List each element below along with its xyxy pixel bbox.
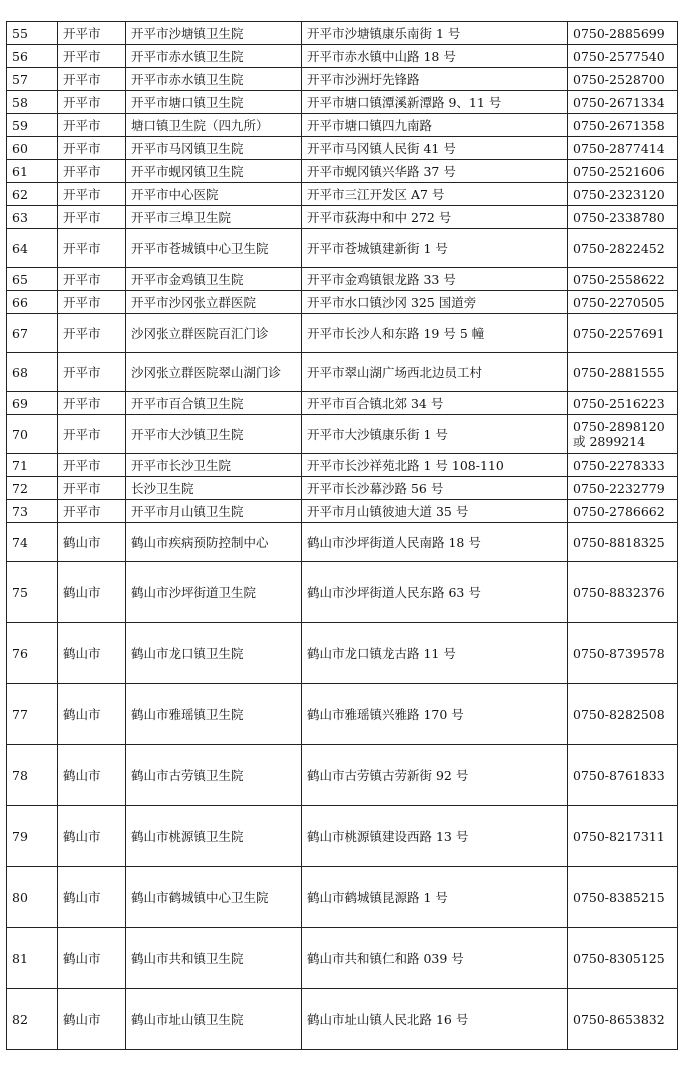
row-number: 82 [7,989,58,1050]
row-city: 鹤山市 [58,623,126,684]
table-row [7,477,678,500]
row-institution: 开平市百合镇卫生院 [126,392,302,415]
table-row [7,314,678,353]
row-institution: 沙冈张立群医院百汇门诊 [126,314,302,353]
row-city: 开平市 [58,91,126,114]
row-address: 开平市金鸡镇银龙路 33 号 [302,268,568,291]
row-number: 59 [7,114,58,137]
row-city: 开平市 [58,45,126,68]
row-city: 开平市 [58,314,126,353]
row-city: 开平市 [58,268,126,291]
row-number: 77 [7,684,58,745]
row-address: 鹤山市沙坪街道人民东路 63 号 [302,562,568,623]
table-row [7,45,678,68]
table-row [7,989,678,1050]
table-row [7,114,678,137]
row-phone: 0750-2257691 [568,314,678,353]
table-row [7,160,678,183]
row-phone: 0750-2671358 [568,114,678,137]
row-address: 开平市长沙人和东路 19 号 5 幢 [302,314,568,353]
table-row [7,415,678,454]
row-institution: 塘口镇卫生院（四九所） [126,114,302,137]
table-row [7,562,678,623]
table-row [7,206,678,229]
row-institution: 开平市月山镇卫生院 [126,500,302,523]
row-address: 鹤山市雅瑶镇兴雅路 170 号 [302,684,568,745]
row-number: 74 [7,523,58,562]
table-row [7,454,678,477]
row-institution: 鹤山市共和镇卫生院 [126,928,302,989]
row-institution: 开平市金鸡镇卫生院 [126,268,302,291]
row-number: 66 [7,291,58,314]
row-city: 开平市 [58,160,126,183]
row-institution: 开平市苍城镇中心卫生院 [126,229,302,268]
row-city: 开平市 [58,68,126,91]
table-row [7,684,678,745]
row-phone: 0750-2521606 [568,160,678,183]
row-number: 62 [7,183,58,206]
table-row [7,928,678,989]
row-city: 鹤山市 [58,523,126,562]
row-city: 鹤山市 [58,928,126,989]
row-address: 鹤山市古劳镇古劳新街 92 号 [302,745,568,806]
row-number: 79 [7,806,58,867]
row-number: 57 [7,68,58,91]
table-row [7,229,678,268]
row-institution: 开平市赤水镇卫生院 [126,68,302,91]
row-address: 开平市大沙镇康乐街 1 号 [302,415,568,454]
row-phone: 0750-2528700 [568,68,678,91]
row-phone: 0750-2885699 [568,22,678,45]
row-phone: 0750-2516223 [568,392,678,415]
row-number: 56 [7,45,58,68]
row-address: 开平市月山镇彼迪大道 35 号 [302,500,568,523]
row-number: 65 [7,268,58,291]
row-number: 81 [7,928,58,989]
row-city: 鹤山市 [58,745,126,806]
row-institution: 鹤山市龙口镇卫生院 [126,623,302,684]
row-institution: 沙冈张立群医院翠山湖门诊 [126,353,302,392]
row-city: 鹤山市 [58,684,126,745]
row-institution: 开平市长沙卫生院 [126,454,302,477]
row-city: 开平市 [58,206,126,229]
row-number: 58 [7,91,58,114]
row-number: 60 [7,137,58,160]
row-institution: 开平市沙冈张立群医院 [126,291,302,314]
row-number: 55 [7,22,58,45]
row-address: 鹤山市址山镇人民北路 16 号 [302,989,568,1050]
row-number: 70 [7,415,58,454]
row-phone: 0750-2232779 [568,477,678,500]
row-number: 63 [7,206,58,229]
row-number: 68 [7,353,58,392]
row-phone: 0750-8305125 [568,928,678,989]
row-institution: 鹤山市雅瑶镇卫生院 [126,684,302,745]
row-phone: 0750-8761833 [568,745,678,806]
row-number: 67 [7,314,58,353]
row-phone: 0750-8832376 [568,562,678,623]
row-address: 开平市三江开发区 A7 号 [302,183,568,206]
row-address: 开平市沙洲圩先锋路 [302,68,568,91]
row-city: 开平市 [58,291,126,314]
row-institution: 开平市马冈镇卫生院 [126,137,302,160]
row-institution: 开平市大沙镇卫生院 [126,415,302,454]
row-address: 开平市长沙幕沙路 56 号 [302,477,568,500]
table-row [7,353,678,392]
row-city: 开平市 [58,392,126,415]
row-address: 开平市蚬冈镇兴华路 37 号 [302,160,568,183]
row-phone: 0750-8217311 [568,806,678,867]
row-phone: 0750-8739578 [568,623,678,684]
row-institution: 鹤山市址山镇卫生院 [126,989,302,1050]
row-address: 鹤山市沙坪街道人民南路 18 号 [302,523,568,562]
row-number: 78 [7,745,58,806]
row-address: 开平市荻海中和中 272 号 [302,206,568,229]
row-city: 鹤山市 [58,867,126,928]
clinic-table-body [7,22,678,1050]
row-phone: 0750-2577540 [568,45,678,68]
table-row [7,623,678,684]
row-phone: 0750-2270505 [568,291,678,314]
row-phone: 0750-2558622 [568,268,678,291]
row-address: 开平市苍城镇建新街 1 号 [302,229,568,268]
row-phone: 0750-2278333 [568,454,678,477]
row-city: 开平市 [58,137,126,160]
row-address: 开平市翠山湖广场西北边员工村 [302,353,568,392]
row-city: 开平市 [58,415,126,454]
row-address: 开平市长沙祥苑北路 1 号 108-110 [302,454,568,477]
table-row [7,392,678,415]
row-institution: 鹤山市沙坪街道卫生院 [126,562,302,623]
row-address: 开平市赤水镇中山路 18 号 [302,45,568,68]
row-address: 开平市百合镇北郊 34 号 [302,392,568,415]
table-row [7,68,678,91]
row-address: 开平市塘口镇四九南路 [302,114,568,137]
row-address: 开平市水口镇沙冈 325 国道旁 [302,291,568,314]
row-phone: 0750-2877414 [568,137,678,160]
row-institution: 开平市塘口镇卫生院 [126,91,302,114]
table-row [7,291,678,314]
table-row [7,137,678,160]
row-number: 75 [7,562,58,623]
row-address: 开平市沙塘镇康乐南街 1 号 [302,22,568,45]
table-row [7,183,678,206]
row-address: 鹤山市龙口镇龙古路 11 号 [302,623,568,684]
row-phone: 0750-2822452 [568,229,678,268]
row-city: 鹤山市 [58,806,126,867]
table-row [7,745,678,806]
row-number: 64 [7,229,58,268]
row-address: 开平市塘口镇潭溪新潭路 9、11 号 [302,91,568,114]
row-city: 鹤山市 [58,562,126,623]
row-city: 鹤山市 [58,989,126,1050]
row-city: 开平市 [58,500,126,523]
row-city: 开平市 [58,114,126,137]
row-institution: 鹤山市鹤城镇中心卫生院 [126,867,302,928]
row-institution: 开平市沙塘镇卫生院 [126,22,302,45]
row-institution: 开平市蚬冈镇卫生院 [126,160,302,183]
row-city: 开平市 [58,353,126,392]
row-number: 61 [7,160,58,183]
clinic-table [6,21,678,1050]
row-phone: 0750-2323120 [568,183,678,206]
row-address: 开平市马冈镇人民街 41 号 [302,137,568,160]
row-phone: 0750-8282508 [568,684,678,745]
row-city: 开平市 [58,477,126,500]
row-address: 鹤山市桃源镇建设西路 13 号 [302,806,568,867]
row-institution: 长沙卫生院 [126,477,302,500]
row-city: 开平市 [58,454,126,477]
row-number: 80 [7,867,58,928]
row-institution: 开平市三埠卫生院 [126,206,302,229]
table-row [7,500,678,523]
row-number: 72 [7,477,58,500]
row-number: 73 [7,500,58,523]
row-number: 69 [7,392,58,415]
table-row [7,22,678,45]
row-phone: 0750-8818325 [568,523,678,562]
row-city: 开平市 [58,22,126,45]
row-number: 76 [7,623,58,684]
row-institution: 开平市赤水镇卫生院 [126,45,302,68]
row-institution: 鹤山市桃源镇卫生院 [126,806,302,867]
row-phone: 0750-2786662 [568,500,678,523]
table-row [7,867,678,928]
row-phone: 0750-2338780 [568,206,678,229]
table-row [7,523,678,562]
table-row [7,268,678,291]
row-phone: 0750-8385215 [568,867,678,928]
row-phone: 0750-2898120 或 2899214 [568,415,678,454]
row-address: 鹤山市鹤城镇昆源路 1 号 [302,867,568,928]
row-institution: 鹤山市疾病预防控制中心 [126,523,302,562]
row-address: 鹤山市共和镇仁和路 039 号 [302,928,568,989]
table-row [7,91,678,114]
row-phone: 0750-2671334 [568,91,678,114]
row-city: 开平市 [58,229,126,268]
row-institution: 开平市中心医院 [126,183,302,206]
row-institution: 鹤山市古劳镇卫生院 [126,745,302,806]
row-city: 开平市 [58,183,126,206]
row-phone: 0750-8653832 [568,989,678,1050]
row-number: 71 [7,454,58,477]
table-row [7,806,678,867]
row-phone: 0750-2881555 [568,353,678,392]
